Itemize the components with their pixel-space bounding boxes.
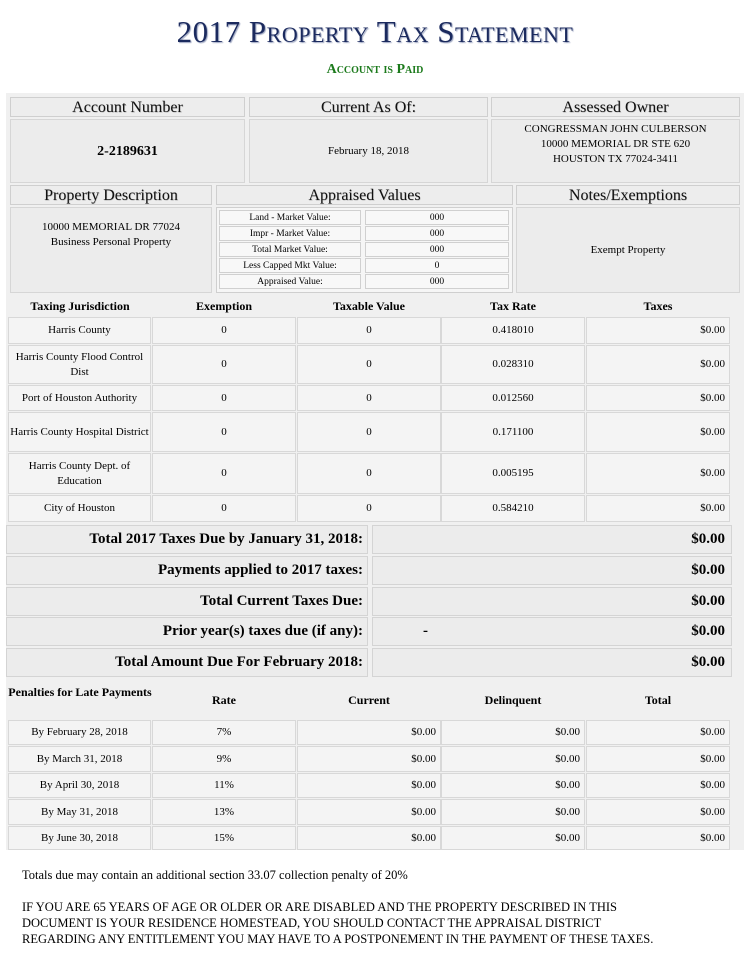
- appraised-label: Less Capped Mkt Value:: [219, 258, 361, 273]
- notes-header: Notes/Exemptions: [516, 185, 740, 205]
- summary-label: Total Amount Due For February 2018:: [6, 648, 368, 677]
- homestead-note-line: REGARDING ANY ENTITLEMENT YOU MAY HAVE TO A POSTPONEMENT IN THE PAYMENT OF THESE TAXES.: [22, 932, 654, 946]
- jurisdiction-taxes: $0.00: [586, 453, 730, 494]
- penalty-date: By February 28, 2018: [8, 720, 151, 745]
- property-line: 10000 MEMORIAL DR 77024: [41, 221, 180, 233]
- property-description-header: Property Description: [10, 185, 212, 205]
- penalty-current: $0.00: [297, 720, 441, 745]
- jurisdiction-name: Harris County: [8, 317, 151, 344]
- penalty-total: $0.00: [586, 826, 730, 850]
- jurisdiction-taxes: $0.00: [586, 385, 730, 411]
- penalty-total: $0.00: [586, 773, 730, 798]
- jurisdiction-taxes: $0.00: [586, 345, 730, 384]
- property-line: Business Personal Property: [50, 236, 172, 248]
- jurisdiction-rate: 0.028310: [441, 345, 585, 384]
- appraised-value: 000: [365, 226, 509, 241]
- account-number-header: Account Number: [10, 97, 245, 117]
- jurisdiction-exemption: 0: [152, 495, 296, 522]
- jurisdiction-taxable: 0: [297, 385, 441, 411]
- penalty-date: By June 30, 2018: [8, 826, 151, 850]
- taxes-col-header: Taxes: [643, 299, 673, 313]
- penalty-total: $0.00: [586, 799, 730, 825]
- appraised-value: 0: [365, 258, 509, 273]
- owner-value: [491, 119, 740, 183]
- summary-label: Total Current Taxes Due:: [6, 587, 368, 616]
- penalty-rate: 11%: [152, 773, 296, 798]
- jurisdiction-taxable: 0: [297, 495, 441, 522]
- penalty-rate: 9%: [152, 746, 296, 772]
- penalty-total-col-header: Total: [644, 693, 672, 707]
- jurisdiction-taxes: $0.00: [586, 412, 730, 452]
- jurisdiction-rate: 0.418010: [441, 317, 585, 344]
- summary-value: [372, 648, 732, 677]
- jurisdiction-taxes: $0.00: [586, 495, 730, 522]
- jurisdiction-taxable: 0: [297, 412, 441, 452]
- jurisdiction-rate: 0.171100: [441, 412, 585, 452]
- owner-line: CONGRESSMAN JOHN CULBERSON: [524, 123, 707, 135]
- appraised-label: Impr - Market Value:: [219, 226, 361, 241]
- jurisdiction-taxes: $0.00: [586, 317, 730, 344]
- jurisdiction-name: Harris County Hospital District: [8, 412, 151, 452]
- penalty-current: $0.00: [297, 746, 441, 772]
- penalty-rate: 13%: [152, 799, 296, 825]
- notes-value: Exempt Property: [516, 207, 740, 293]
- appraised-label: Land - Market Value:: [219, 210, 361, 225]
- jurisdiction-taxable: 0: [297, 453, 441, 494]
- owner-line: 10000 MEMORIAL DR STE 620: [540, 138, 691, 150]
- summary-label: Total 2017 Taxes Due by January 31, 2018:: [6, 525, 368, 554]
- property-description-value: [10, 207, 212, 293]
- summary-value: [372, 525, 732, 554]
- appraised-values-header: Appraised Values: [216, 185, 513, 205]
- penalty-delinquent: $0.00: [441, 799, 585, 825]
- penalty-current: $0.00: [297, 773, 441, 798]
- current-as-of-value: February 18, 2018: [249, 119, 488, 183]
- jurisdiction-exemption: 0: [152, 412, 296, 452]
- summary-amount: $0.00: [691, 531, 725, 547]
- jurisdiction-col-header: Taxing Jurisdiction: [30, 299, 130, 313]
- penalty-rate: 7%: [152, 720, 296, 745]
- summary-label: Payments applied to 2017 taxes:: [6, 556, 368, 585]
- penalty-delinquent: $0.00: [441, 826, 585, 850]
- penalty-total: $0.00: [586, 720, 730, 745]
- summary-amount: $0.00: [691, 562, 725, 578]
- current-as-of-header: Current As Of:: [249, 97, 488, 117]
- summary-value: [372, 617, 732, 646]
- owner-line: HOUSTON TX 77024-3411: [552, 153, 679, 165]
- penalty-delinquent-col-header: Delinquent: [484, 693, 542, 707]
- homestead-note-line: DOCUMENT IS YOUR RESIDENCE HOMESTEAD, YOU SHOULD CONTACT THE APPRAISAL DISTRICT: [22, 916, 602, 930]
- owner-header: Assessed Owner: [491, 97, 740, 117]
- summary-value: [372, 556, 732, 585]
- rate-col-header: Tax Rate: [490, 299, 536, 313]
- jurisdiction-name: Port of Houston Authority: [8, 385, 151, 411]
- appraised-value: 000: [365, 242, 509, 257]
- jurisdiction-rate: 0.012560: [441, 385, 585, 411]
- account-status: Account is Paid: [326, 62, 424, 77]
- jurisdiction-name: Harris County Dept. of Education: [8, 453, 151, 494]
- penalty-total: $0.00: [586, 746, 730, 772]
- collection-penalty-note: Totals due may contain an additional section 33.07 collection penalty of 20%: [22, 868, 408, 882]
- jurisdiction-rate: 0.584210: [441, 495, 585, 522]
- penalty-date: By March 31, 2018: [8, 746, 151, 772]
- jurisdiction-taxable: 0: [297, 345, 441, 384]
- jurisdiction-rate: 0.005195: [441, 453, 585, 494]
- jurisdiction-name: Harris County Flood Control Dist: [8, 345, 151, 384]
- penalty-delinquent: $0.00: [441, 720, 585, 745]
- summary-amount: $0.00: [691, 654, 725, 670]
- penalty-delinquent: $0.00: [441, 773, 585, 798]
- appraised-value: 000: [365, 210, 509, 225]
- penalty-current: $0.00: [297, 826, 441, 850]
- taxable-col-header: Taxable Value: [333, 299, 405, 313]
- summary-label: Prior year(s) taxes due (if any):: [6, 617, 368, 646]
- penalty-date: By May 31, 2018: [8, 799, 151, 825]
- jurisdiction-exemption: 0: [152, 317, 296, 344]
- account-number-value: 2-2189631: [10, 119, 245, 183]
- appraised-values-table: [216, 207, 513, 293]
- penalty-rate-col-header: Rate: [212, 693, 236, 707]
- exemption-col-header: Exemption: [195, 299, 252, 313]
- summary-extra: -: [423, 623, 428, 639]
- page-title: 2017 Property Tax Statement: [176, 14, 574, 49]
- appraised-label: Appraised Value:: [219, 274, 361, 289]
- penalty-delinquent: $0.00: [441, 746, 585, 772]
- jurisdiction-taxable: 0: [297, 317, 441, 344]
- summary-value: [372, 587, 732, 616]
- penalty-current-col-header: Current: [348, 693, 390, 707]
- penalties-col-header: Penalties for Late Payments: [8, 685, 152, 699]
- jurisdiction-name: City of Houston: [8, 495, 151, 522]
- penalty-rate: 15%: [152, 826, 296, 850]
- penalty-date: By April 30, 2018: [8, 773, 151, 798]
- jurisdiction-exemption: 0: [152, 453, 296, 494]
- appraised-label: Total Market Value:: [219, 242, 361, 257]
- jurisdiction-exemption: 0: [152, 345, 296, 384]
- summary-amount: $0.00: [691, 593, 725, 609]
- penalty-current: $0.00: [297, 799, 441, 825]
- summary-amount: $0.00: [691, 623, 725, 639]
- appraised-value: 000: [365, 274, 509, 289]
- homestead-note-line: IF YOU ARE 65 YEARS OF AGE OR OLDER OR ARE DISABLED AND THE PROPERTY DESCRIBED IN THIS: [22, 900, 618, 914]
- jurisdiction-exemption: 0: [152, 385, 296, 411]
